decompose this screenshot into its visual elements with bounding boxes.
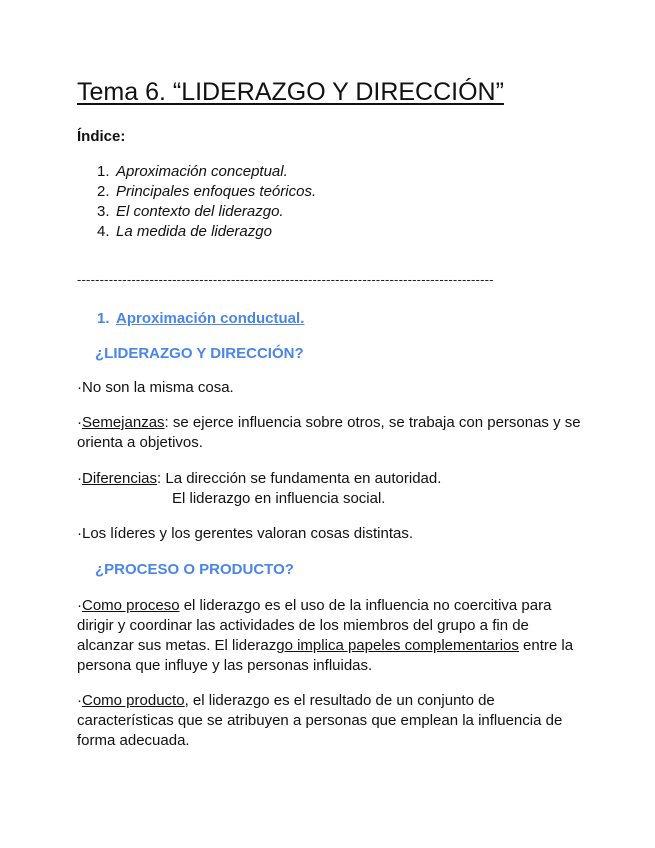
paragraph-lideres: [77, 524, 587, 544]
section-heading: [97, 310, 304, 327]
toc-item-text: El contexto del liderazgo.: [116, 203, 284, 220]
section-number: 1.: [97, 310, 110, 327]
bullet: ·: [77, 597, 82, 614]
bullet: ·: [77, 414, 82, 431]
toc-item-text: Principales enfoques teóricos.: [116, 183, 317, 200]
paragraph-text: : La dirección se fundamenta en autoridad.: [157, 470, 442, 487]
toc-item: [97, 162, 316, 182]
term-semejanzas: Semejanzas: [82, 414, 165, 431]
paragraph-text: ·No son la misma cosa.: [77, 379, 234, 396]
paragraph-text: : se ejerce influencia sobre otros, se trabaja con personas y se orienta a objetivos.: [77, 414, 581, 451]
toc-item: [97, 182, 316, 202]
table-of-contents: [97, 162, 316, 242]
term-como-proceso: Como proceso: [82, 597, 180, 614]
paragraph-text: , el liderazgo es el resultado de un conjunto de características que se atribuyen a personas que emplean la influencia de forma adecuada.: [77, 692, 563, 749]
underlined-text: o implica papeles complementarios: [284, 637, 519, 654]
dashed-divider: --------------------------------------------------------------------------------------------: [77, 272, 494, 287]
paragraph-text: el liderazgo es el uso de la influencia no coercitiva para dirigir y coordinar las actividades de los miembros del grupo a fin de alcanzar sus metas. El liderazg: [77, 597, 552, 654]
bullet: ·: [77, 692, 82, 709]
toc-item: [97, 202, 316, 222]
paragraph-no-son: [77, 378, 587, 398]
paragraph-proceso: [77, 596, 582, 676]
term-como-producto: Como producto: [82, 692, 185, 709]
toc-item-number: 4.: [97, 223, 110, 240]
page-title: Tema 6. “LIDERAZGO Y DIRECCIÓN”: [77, 78, 504, 106]
section-link[interactable]: Aproximación conductual.: [116, 310, 305, 327]
toc-item-number: 3.: [97, 203, 110, 220]
bullet: ·: [77, 470, 82, 487]
subheading-proceso-producto: ¿PROCESO O PRODUCTO?: [95, 561, 294, 578]
toc-item-number: 1.: [97, 163, 110, 180]
toc-item-number: 2.: [97, 183, 110, 200]
toc-item-text: La medida de liderazgo: [116, 223, 272, 240]
paragraph-diferencias: [77, 469, 587, 509]
paragraph-text: entre la persona que influye y las personas influidas.: [77, 637, 574, 674]
toc-item-text: Aproximación conceptual.: [116, 163, 288, 180]
term-diferencias: Diferencias: [82, 470, 158, 487]
paragraph-semejanzas: [77, 413, 587, 453]
toc-item: [97, 222, 316, 242]
subheading-liderazgo-direccion: ¿LIDERAZGO Y DIRECCIÓN?: [95, 345, 304, 362]
paragraph-text: ·Los líderes y los gerentes valoran cosas distintas.: [77, 525, 413, 542]
paragraph-text-line2: El liderazgo en influencia social.: [172, 490, 386, 507]
paragraph-producto: [77, 691, 567, 751]
index-heading: Índice:: [77, 128, 126, 145]
